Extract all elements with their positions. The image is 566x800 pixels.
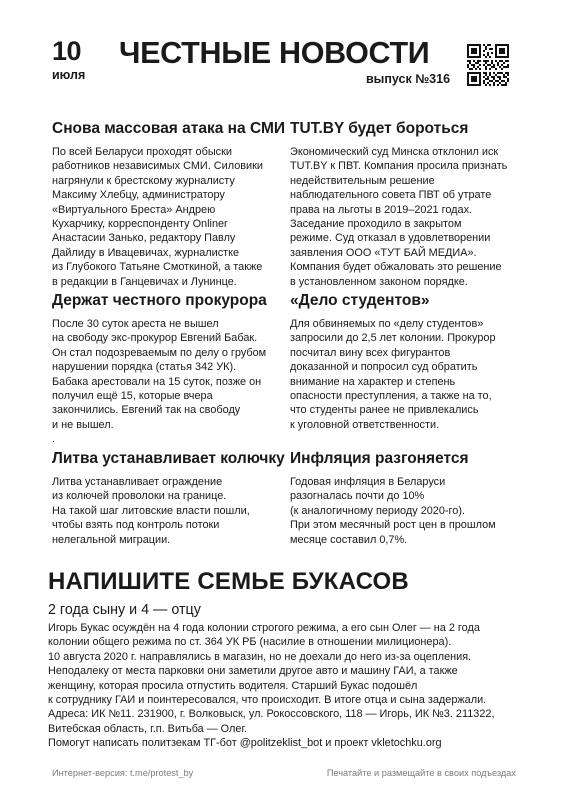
feature-body: Игорь Букас осуждён на 4 года колонии строгого режима, а его сын Олег — на 2 года колонии общего режима по ст. 364 УК РБ (насилие в отношении милиционера). 10 августа 2020 г. направлялись в магазин, но не доехали до него из-за оцепления. Неподалеку от места парковки они заметили другое авто и машину ГАИ, а также женщину, которая просила отпустить водителя. Старший Букас подошёл к сотруднику ГАИ и поинтересовался, что происходит. В итоге отца и сына задержали. Адреса: ИК №11. 231900, г. Волковыск, ул. Рокоссовского, 118 — Игорь, ИК №3. 211322, Витебская область, г.п. Витьба — Олег. Помогут написать политзекам ТГ-бот @politzeklist_bot и проект vkletochku.org <box>48 622 495 750</box>
date-day: 10 <box>52 36 82 66</box>
article-body-media-attack: По всей Беларуси проходят обыски работников независимых СМИ. Силовики нагрянули к брестскому журналисту Максиму Хлебцу, администратору «Виртуального Бреста» Андрею Кухарчику, корреспонденту Onliner Анастасии Занько, редактору Павлу Дайлиду в Ивацевичах, журналистке из Глубокого Татьяне Смоткиной, а также в редакции в Ганцевичах и Лунинце. <box>52 146 263 288</box>
article-title-inflation: Инфляция разгоняется <box>290 450 469 467</box>
feature-title: НАПИШИТЕ СЕМЬЕ БУКАСОВ <box>48 568 409 595</box>
article-body-inflation: Годовая инфляция в Беларуси разогналась почти до 10% (к аналогичному периоду 2020-го). При этом месячный рост цен в прошлом месяце составил 0,7%. <box>290 476 496 546</box>
article-title-prosecutor: Держат честного прокурора <box>52 292 267 309</box>
issue-number: выпуск №316 <box>366 72 451 86</box>
qr-code-icon[interactable] <box>467 44 509 86</box>
article-body-students-case: Для обвиняемых по «делу студентов» запросили до 2,5 лет колонии. Прокурор посчитал вину всех фигурантов доказанной и попросил суд обратить внимание на характер и степень опасности преступления, а также на то, что студенты ранее не привлекались к уголовной ответственности. <box>290 318 496 431</box>
article-body-tutby: Экономический суд Минска отклонил иск TUT.BY к ПВТ. Компания просила признать недействительным решение наблюдательного совета ПВТ об утрате права на льготы в 2019–2021 годах. Заседание проходило в закрытом режиме. Суд отказал в удовлетворении заявления ООО «ТУТ БАЙ МЕДИА». Компания будет обжаловать это решение в установленном законом порядке. <box>290 146 508 288</box>
footer-print-note: Печатайте и размещайте в своих подъездах <box>326 768 516 778</box>
article-title-lithuania: Литва устанавливает колючку <box>52 450 285 467</box>
article-title-tutby: TUT.BY будет бороться <box>290 120 469 137</box>
article-title-students-case: «Дело студентов» <box>290 292 430 309</box>
masthead-title: ЧЕСТНЫЕ НОВОСТИ <box>119 36 430 70</box>
feature-subtitle: 2 года сыну и 4 — отцу <box>48 602 201 618</box>
article-body-prosecutor: После 30 суток ареста не вышел на свободу экс-прокурор Евгений Бабак. Он стал подозреваемым по делу о грубом нарушении порядка (статья 342 УК). Бабака арестовали на 15 суток, позже он получил ещё 15, которые вчера закончились. Евгений так на свободу и не вышел. . <box>52 318 267 446</box>
footer-web-link[interactable]: Интернет-версия: t.me/protest_by <box>52 768 194 778</box>
article-title-media-attack: Снова массовая атака на СМИ <box>52 120 286 137</box>
article-body-lithuania: Литва устанавливает ограждение из колючей проволоки на границе. На такой шаг литовские власти пошли, чтобы взять под контроль потоки нелегальной миграции. <box>52 476 250 546</box>
date-month: июля <box>52 68 86 82</box>
